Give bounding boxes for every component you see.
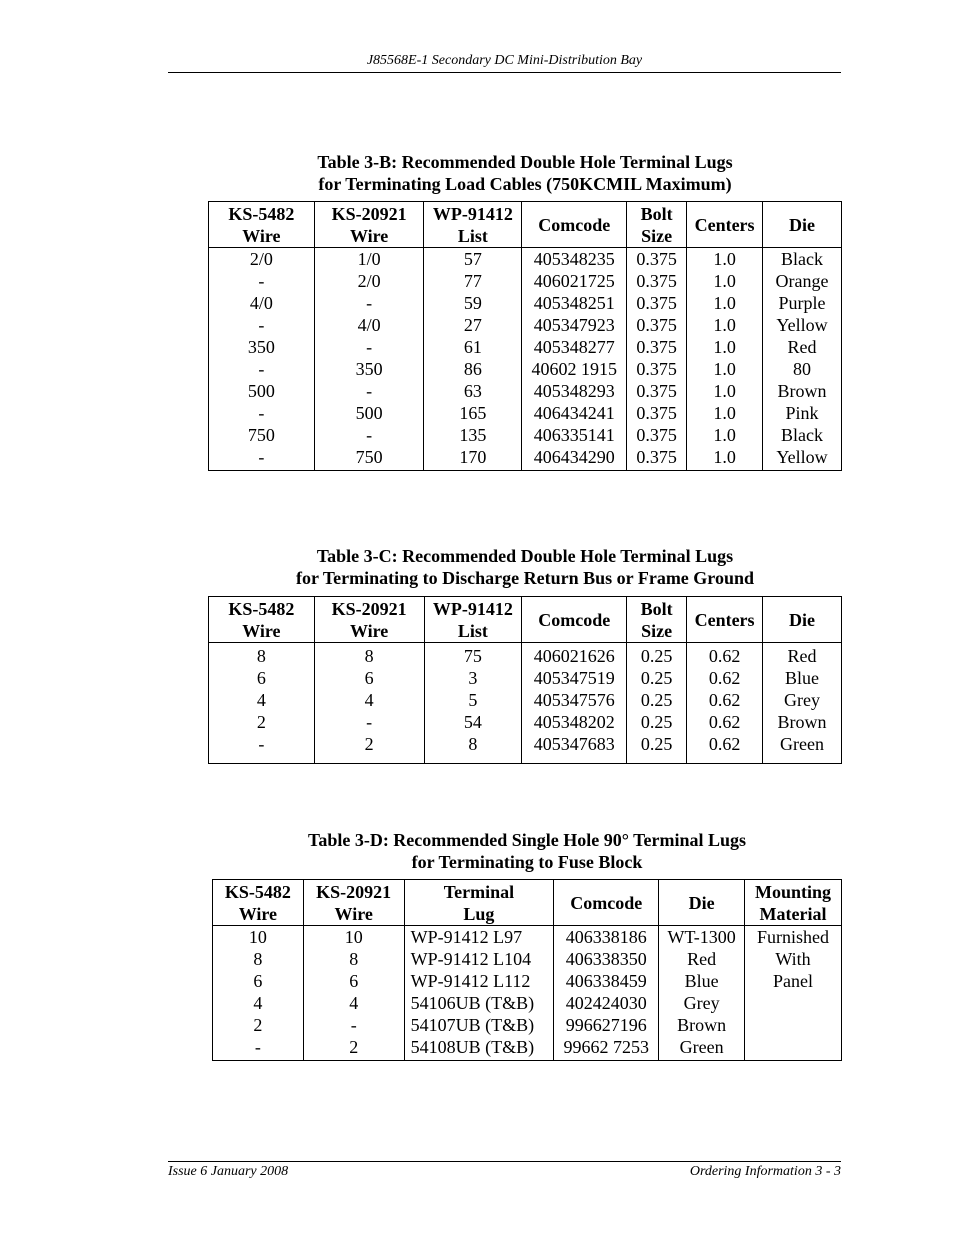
table-cell: 80 (763, 358, 842, 380)
table-cell: 405348277 (522, 336, 627, 358)
table-cell: 405347519 (522, 667, 627, 689)
table-d-caption-line1: Table 3-D: Recommended Single Hole 90° Terminal Lugs (307, 830, 747, 850)
table-cell: Black (763, 248, 842, 271)
column-header-line: Comcode (538, 214, 611, 235)
table-row (209, 643, 842, 668)
table-cell: 1.0 (687, 358, 763, 380)
mounting-material-cell (745, 926, 842, 1061)
column-header-line: KS-5482 (224, 881, 291, 902)
table-cell: - (209, 358, 315, 380)
column-header-line: WP-91412 (432, 203, 513, 224)
table-d (212, 879, 842, 1061)
table-cell: Grey (763, 689, 842, 711)
table-cell: 406021725 (522, 270, 627, 292)
table-row (209, 424, 842, 446)
table-cell: 0.375 (627, 270, 687, 292)
table-row (209, 667, 842, 689)
table-row (209, 358, 842, 380)
column-header (687, 202, 763, 248)
table-cell: 54 (424, 711, 522, 733)
column-header (627, 597, 687, 643)
column-header-line: Wire (242, 620, 281, 641)
column-header-line: Wire (349, 225, 389, 246)
table-cell: 6 (213, 970, 304, 992)
page-header (168, 52, 841, 73)
table-cell: - (209, 402, 315, 424)
table-cell: 59 (424, 292, 522, 314)
table-c (208, 596, 842, 764)
table-cell: 86 (424, 358, 522, 380)
table-row (213, 926, 842, 949)
table-cell: - (209, 270, 315, 292)
column-header-line: KS-20921 (316, 881, 392, 902)
column-header (627, 202, 687, 248)
table-cell: 0.25 (627, 667, 687, 689)
table-cell: 1.0 (687, 336, 763, 358)
table-cell: 8 (314, 643, 424, 668)
table-cell: - (314, 424, 424, 446)
table-b-caption-line1: Table 3-B: Recommended Double Hole Terminal Lugs (317, 152, 733, 172)
table-cell: 4 (303, 992, 404, 1014)
table-cell: 0.62 (687, 689, 763, 711)
column-header-line: Centers (694, 214, 755, 235)
table-cell: 3 (424, 667, 522, 689)
column-header (659, 880, 745, 926)
table-cell: 0.375 (627, 292, 687, 314)
table-cell: 27 (424, 314, 522, 336)
table-row (209, 380, 842, 402)
table-cell: 0.25 (627, 689, 687, 711)
column-header-line: Comcode (538, 609, 611, 630)
table-cell: 406434241 (522, 402, 627, 424)
column-header (745, 880, 842, 926)
column-header-line: Terminal (443, 881, 515, 902)
column-header (763, 597, 842, 643)
page-footer (168, 1161, 841, 1182)
column-header-line: Die (789, 214, 816, 235)
column-header-line: Wire (334, 903, 373, 924)
table-cell: WT-1300 (659, 926, 745, 949)
table-cell: 2/0 (209, 248, 315, 271)
table-cell: 0.375 (627, 446, 687, 471)
table-cell: 8 (424, 733, 522, 764)
table-cell: Pink (763, 402, 842, 424)
column-header-line: Size (641, 225, 673, 246)
column-header (213, 880, 304, 926)
table-cell: Red (763, 643, 842, 668)
table-b-caption-line2: for Terminating Load Cables (750KCMIL Maximum) (318, 174, 732, 194)
table-cell: 406434290 (522, 446, 627, 471)
column-header-line: Wire (238, 903, 278, 924)
table-cell: 54107UB (T&B) (404, 1014, 554, 1036)
table-cell: 406338186 (554, 926, 659, 949)
column-header (763, 202, 842, 248)
table-cell: Blue (763, 667, 842, 689)
column-header (522, 597, 627, 643)
table-cell: - (314, 336, 424, 358)
table-c-caption-line2: for Terminating to Discharge Return Bus or Frame Ground (296, 568, 754, 588)
table-cell: 1.0 (687, 424, 763, 446)
table-c-caption-line1: Table 3-C: Recommended Double Hole Terminal Lugs (316, 546, 734, 566)
table-cell: - (209, 733, 315, 764)
column-header-line: List (457, 620, 488, 641)
table-cell: 6 (314, 667, 424, 689)
table-cell: 0.62 (687, 711, 763, 733)
table-cell: Yellow (763, 446, 842, 471)
table-cell: - (314, 711, 424, 733)
table-cell: 0.25 (627, 711, 687, 733)
column-header-line: Wire (242, 225, 281, 246)
table-cell: 4 (213, 992, 304, 1014)
column-header-line: Comcode (570, 892, 643, 913)
table-cell: 406335141 (522, 424, 627, 446)
table-cell: 0.62 (687, 643, 763, 668)
table-row (209, 270, 842, 292)
table-b-caption (208, 151, 842, 195)
document-title: J85568E-1 Secondary DC Mini-Distribution Bay (366, 53, 643, 68)
table-cell: 0.375 (627, 402, 687, 424)
column-header-line: KS-20921 (331, 203, 407, 224)
table-cell: 1.0 (687, 292, 763, 314)
table-row (209, 248, 842, 271)
table-cell: 2/0 (314, 270, 424, 292)
table-row (209, 292, 842, 314)
table-b (208, 201, 842, 471)
mounting-material-line: With (775, 949, 811, 969)
column-header-line: Material (759, 903, 827, 924)
table-cell: Black (763, 424, 842, 446)
table-cell: 500 (314, 402, 424, 424)
table-row (209, 402, 842, 424)
table-cell: 4 (209, 689, 315, 711)
table-cell: Blue (659, 970, 745, 992)
column-header-line: WP-91412 (432, 598, 513, 619)
table-row (209, 733, 842, 764)
table-cell: 0.375 (627, 314, 687, 336)
table-cell: 405347683 (522, 733, 627, 764)
column-header-line: Lug (463, 903, 495, 924)
table-cell: Orange (763, 270, 842, 292)
table-cell: 75 (424, 643, 522, 668)
column-header-line: Bolt (640, 598, 673, 619)
column-header (303, 880, 404, 926)
table-cell: 54106UB (T&B) (404, 992, 554, 1014)
table-cell: 8 (209, 643, 315, 668)
column-header-line: KS-20921 (331, 598, 407, 619)
table-cell: WP-91412 L97 (404, 926, 554, 949)
table-cell: Grey (659, 992, 745, 1014)
column-header (522, 202, 627, 248)
table-cell: - (314, 292, 424, 314)
table-cell: 170 (424, 446, 522, 471)
table-cell: Yellow (763, 314, 842, 336)
table-cell: - (209, 446, 315, 471)
table-cell: 405347576 (522, 689, 627, 711)
section-page-number: Ordering Information 3 - 3 (689, 1164, 841, 1179)
table-cell: Brown (659, 1014, 745, 1036)
table-row (209, 446, 842, 471)
table-cell: 4/0 (209, 292, 315, 314)
table-cell: 402424030 (554, 992, 659, 1014)
table-cell: 405348293 (522, 380, 627, 402)
table-cell: 77 (424, 270, 522, 292)
table-cell: 1.0 (687, 314, 763, 336)
column-header (314, 202, 424, 248)
table-cell: 406021626 (522, 643, 627, 668)
mounting-material-line: Panel (773, 971, 814, 991)
table-cell: 1.0 (687, 380, 763, 402)
column-header (209, 202, 315, 248)
table-cell: 405347923 (522, 314, 627, 336)
table-cell: 99662 7253 (554, 1036, 659, 1061)
table-cell: 2 (213, 1014, 304, 1036)
table-cell: WP-91412 L112 (404, 970, 554, 992)
table-cell: 0.375 (627, 380, 687, 402)
column-header (404, 880, 554, 926)
table-cell: Brown (763, 711, 842, 733)
column-header-line: Size (641, 620, 673, 641)
column-header-line: KS-5482 (228, 598, 295, 619)
table-cell: 405348235 (522, 248, 627, 271)
table-cell: Green (763, 733, 842, 764)
table-cell: 4 (314, 689, 424, 711)
table-cell: 350 (209, 336, 315, 358)
table-cell: 0.375 (627, 336, 687, 358)
table-d-caption-line2: for Terminating to Fuse Block (411, 852, 643, 872)
table-row (209, 336, 842, 358)
table-cell: 61 (424, 336, 522, 358)
table-cell: Red (659, 948, 745, 970)
table-cell: 2 (209, 711, 315, 733)
column-header (424, 597, 522, 643)
table-d-caption (212, 829, 842, 873)
table-row (209, 711, 842, 733)
table-cell: 0.62 (687, 733, 763, 764)
table-cell: 350 (314, 358, 424, 380)
table-cell: 405348251 (522, 292, 627, 314)
table-cell: 40602 1915 (522, 358, 627, 380)
table-cell: 1.0 (687, 402, 763, 424)
table-row (209, 689, 842, 711)
table-cell: 5 (424, 689, 522, 711)
column-header (314, 597, 424, 643)
table-cell: 0.375 (627, 424, 687, 446)
table-cell: Brown (763, 380, 842, 402)
table-row (209, 314, 842, 336)
table-cell: 0.25 (627, 643, 687, 668)
table-cell: 1.0 (687, 446, 763, 471)
mounting-material-line: Furnished (757, 927, 830, 947)
table-cell: 500 (209, 380, 315, 402)
column-header-line: Mounting (755, 881, 832, 902)
table-cell: 406338459 (554, 970, 659, 992)
table-cell: 0.375 (627, 248, 687, 271)
column-header-line: Wire (349, 620, 389, 641)
table-cell: 54108UB (T&B) (404, 1036, 554, 1061)
table-cell: - (213, 1036, 304, 1061)
table-cell: 0.62 (687, 667, 763, 689)
issue-date: Issue 6 January 2008 (168, 1164, 289, 1179)
table-cell: 63 (424, 380, 522, 402)
table-cell: 8 (303, 948, 404, 970)
column-header-line: Bolt (640, 203, 673, 224)
table-cell: 1/0 (314, 248, 424, 271)
table-cell: 0.375 (627, 358, 687, 380)
table-cell: 8 (213, 948, 304, 970)
table-cell: 135 (424, 424, 522, 446)
column-header (554, 880, 659, 926)
table-cell: 57 (424, 248, 522, 271)
table-cell: 4/0 (314, 314, 424, 336)
table-cell: 996627196 (554, 1014, 659, 1036)
column-header-line: Centers (694, 609, 755, 630)
column-header-line: Die (688, 892, 715, 913)
column-header (687, 597, 763, 643)
column-header (209, 597, 315, 643)
table-cell: 6 (303, 970, 404, 992)
table-cell: 1.0 (687, 270, 763, 292)
table-cell: Purple (763, 292, 842, 314)
column-header-line: List (457, 225, 488, 246)
table-cell: 750 (314, 446, 424, 471)
table-cell: 2 (314, 733, 424, 764)
table-cell: 405348202 (522, 711, 627, 733)
column-header-line: Die (789, 609, 816, 630)
table-cell: 0.25 (627, 733, 687, 764)
column-header-line: KS-5482 (228, 203, 295, 224)
table-cell: 2 (303, 1036, 404, 1061)
table-cell: - (314, 380, 424, 402)
table-cell: 10 (213, 926, 304, 949)
table-cell: 750 (209, 424, 315, 446)
table-cell: 6 (209, 667, 315, 689)
table-cell: 165 (424, 402, 522, 424)
table-cell: 1.0 (687, 248, 763, 271)
table-cell: - (303, 1014, 404, 1036)
table-cell: Red (763, 336, 842, 358)
table-c-caption (208, 545, 842, 589)
table-cell: Green (659, 1036, 745, 1061)
column-header (424, 202, 522, 248)
table-cell: 406338350 (554, 948, 659, 970)
table-cell: WP-91412 L104 (404, 948, 554, 970)
table-cell: 10 (303, 926, 404, 949)
table-cell: - (209, 314, 315, 336)
